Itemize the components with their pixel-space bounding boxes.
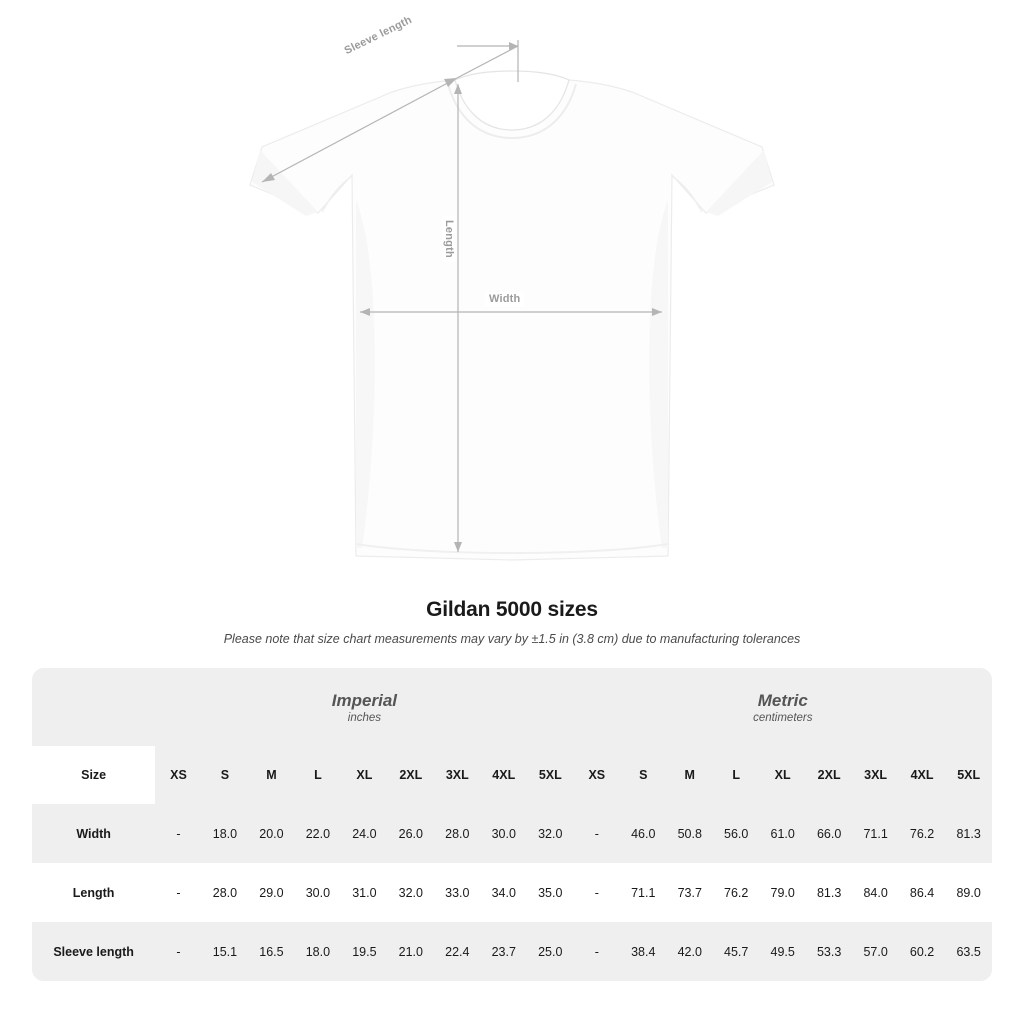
- header-size-imperial-xs: XS: [155, 746, 201, 804]
- cell-width-imperial-2xl: 26.0: [388, 804, 434, 863]
- cell-length-metric-xl: 79.0: [759, 863, 805, 922]
- cell-sleeve-imperial-xs: -: [155, 922, 201, 981]
- cell-sleeve-imperial-s: 15.1: [202, 922, 248, 981]
- cell-length-imperial-m: 29.0: [248, 863, 294, 922]
- cell-width-imperial-l: 22.0: [295, 804, 341, 863]
- header-size-imperial-xl: XL: [341, 746, 387, 804]
- imperial-label: Imperial: [331, 690, 397, 710]
- row-label-width: Width: [32, 804, 155, 863]
- header-size-imperial-2xl: 2XL: [388, 746, 434, 804]
- cell-length-imperial-3xl: 33.0: [434, 863, 480, 922]
- cell-length-imperial-xs: -: [155, 863, 201, 922]
- cell-sleeve-metric-3xl: 57.0: [852, 922, 898, 981]
- cell-width-imperial-xs: -: [155, 804, 201, 863]
- cell-sleeve-imperial-2xl: 21.0: [388, 922, 434, 981]
- cell-sleeve-imperial-4xl: 23.7: [481, 922, 527, 981]
- cell-width-metric-xl: 61.0: [759, 804, 805, 863]
- cell-length-metric-2xl: 81.3: [806, 863, 852, 922]
- cell-sleeve-imperial-m: 16.5: [248, 922, 294, 981]
- header-size-metric-l: L: [713, 746, 759, 804]
- imperial-sublabel: inches: [347, 712, 382, 725]
- cell-sleeve-metric-m: 42.0: [667, 922, 713, 981]
- length-dimension-label: Length: [443, 216, 455, 262]
- header-size-metric-2xl: 2XL: [806, 746, 852, 804]
- header-size-metric-3xl: 3XL: [852, 746, 898, 804]
- size-header-cell: Size: [32, 746, 155, 804]
- cell-sleeve-metric-s: 38.4: [620, 922, 666, 981]
- metric-label: Metric: [757, 690, 808, 710]
- cell-sleeve-imperial-l: 18.0: [295, 922, 341, 981]
- cell-sleeve-imperial-3xl: 22.4: [434, 922, 480, 981]
- cell-width-imperial-xl: 24.0: [341, 804, 387, 863]
- width-dimension-label: Width: [485, 293, 524, 305]
- cell-length-metric-xs: -: [574, 863, 620, 922]
- header-size-metric-xs: XS: [574, 746, 620, 804]
- metric-sublabel: centimeters: [753, 712, 813, 725]
- header-size-metric-5xl: 5XL: [945, 746, 992, 804]
- row-label-sleeve-length: Sleeve length: [32, 922, 155, 981]
- header-size-metric-xl: XL: [759, 746, 805, 804]
- cell-width-metric-m: 50.8: [667, 804, 713, 863]
- header-size-imperial-3xl: 3XL: [434, 746, 480, 804]
- cell-width-metric-l: 56.0: [713, 804, 759, 863]
- header-size-imperial-l: L: [295, 746, 341, 804]
- cell-width-imperial-3xl: 28.0: [434, 804, 480, 863]
- cell-length-metric-l: 76.2: [713, 863, 759, 922]
- cell-length-metric-3xl: 84.0: [852, 863, 898, 922]
- header-size-metric-4xl: 4XL: [899, 746, 945, 804]
- table-row: [32, 804, 992, 863]
- title-block: [0, 598, 1024, 646]
- cell-width-imperial-m: 20.0: [248, 804, 294, 863]
- cell-sleeve-imperial-xl: 19.5: [341, 922, 387, 981]
- cell-length-metric-5xl: 89.0: [945, 863, 992, 922]
- header-size-imperial-4xl: 4XL: [481, 746, 527, 804]
- cell-length-imperial-xl: 31.0: [341, 863, 387, 922]
- unit-row-spacer: [32, 668, 155, 746]
- cell-sleeve-metric-5xl: 63.5: [945, 922, 992, 981]
- cell-width-imperial-5xl: 32.0: [527, 804, 574, 863]
- metric-unit-header: [574, 668, 992, 746]
- cell-width-metric-4xl: 76.2: [899, 804, 945, 863]
- cell-length-metric-m: 73.7: [667, 863, 713, 922]
- cell-sleeve-imperial-5xl: 25.0: [527, 922, 574, 981]
- cell-sleeve-metric-xs: -: [574, 922, 620, 981]
- cell-length-imperial-s: 28.0: [202, 863, 248, 922]
- cell-width-metric-3xl: 71.1: [852, 804, 898, 863]
- cell-length-imperial-5xl: 35.0: [527, 863, 574, 922]
- cell-length-imperial-l: 30.0: [295, 863, 341, 922]
- cell-width-metric-xs: -: [574, 804, 620, 863]
- unit-header-row: [32, 668, 992, 746]
- table-row: [32, 922, 992, 981]
- size-header-row: [32, 746, 992, 804]
- table-row: [32, 863, 992, 922]
- row-label-length: Length: [32, 863, 155, 922]
- imperial-unit-header: [155, 668, 573, 746]
- cell-width-metric-s: 46.0: [620, 804, 666, 863]
- cell-length-metric-4xl: 86.4: [899, 863, 945, 922]
- cell-length-imperial-4xl: 34.0: [481, 863, 527, 922]
- sleeve-length-dimension-label: Sleeve length: [339, 12, 418, 59]
- header-size-imperial-5xl: 5XL: [527, 746, 574, 804]
- header-size-metric-m: M: [667, 746, 713, 804]
- cell-sleeve-metric-2xl: 53.3: [806, 922, 852, 981]
- cell-sleeve-metric-4xl: 60.2: [899, 922, 945, 981]
- cell-width-imperial-4xl: 30.0: [481, 804, 527, 863]
- tolerance-note: Please note that size chart measurements may vary by ±1.5 in (3.8 cm) due to manufacturing tolerances: [223, 632, 801, 646]
- header-size-imperial-m: M: [248, 746, 294, 804]
- page-title: Gildan 5000 sizes: [426, 598, 598, 621]
- cell-width-imperial-s: 18.0: [202, 804, 248, 863]
- cell-sleeve-metric-xl: 49.5: [759, 922, 805, 981]
- tshirt-shape: [250, 71, 774, 560]
- header-size-metric-s: S: [620, 746, 666, 804]
- cell-width-metric-5xl: 81.3: [945, 804, 992, 863]
- cell-length-imperial-2xl: 32.0: [388, 863, 434, 922]
- cell-length-metric-s: 71.1: [620, 863, 666, 922]
- header-size-imperial-s: S: [202, 746, 248, 804]
- cell-sleeve-metric-l: 45.7: [713, 922, 759, 981]
- size-chart-table: [32, 668, 992, 981]
- cell-width-metric-2xl: 66.0: [806, 804, 852, 863]
- size-chart-table-wrapper: [32, 668, 992, 981]
